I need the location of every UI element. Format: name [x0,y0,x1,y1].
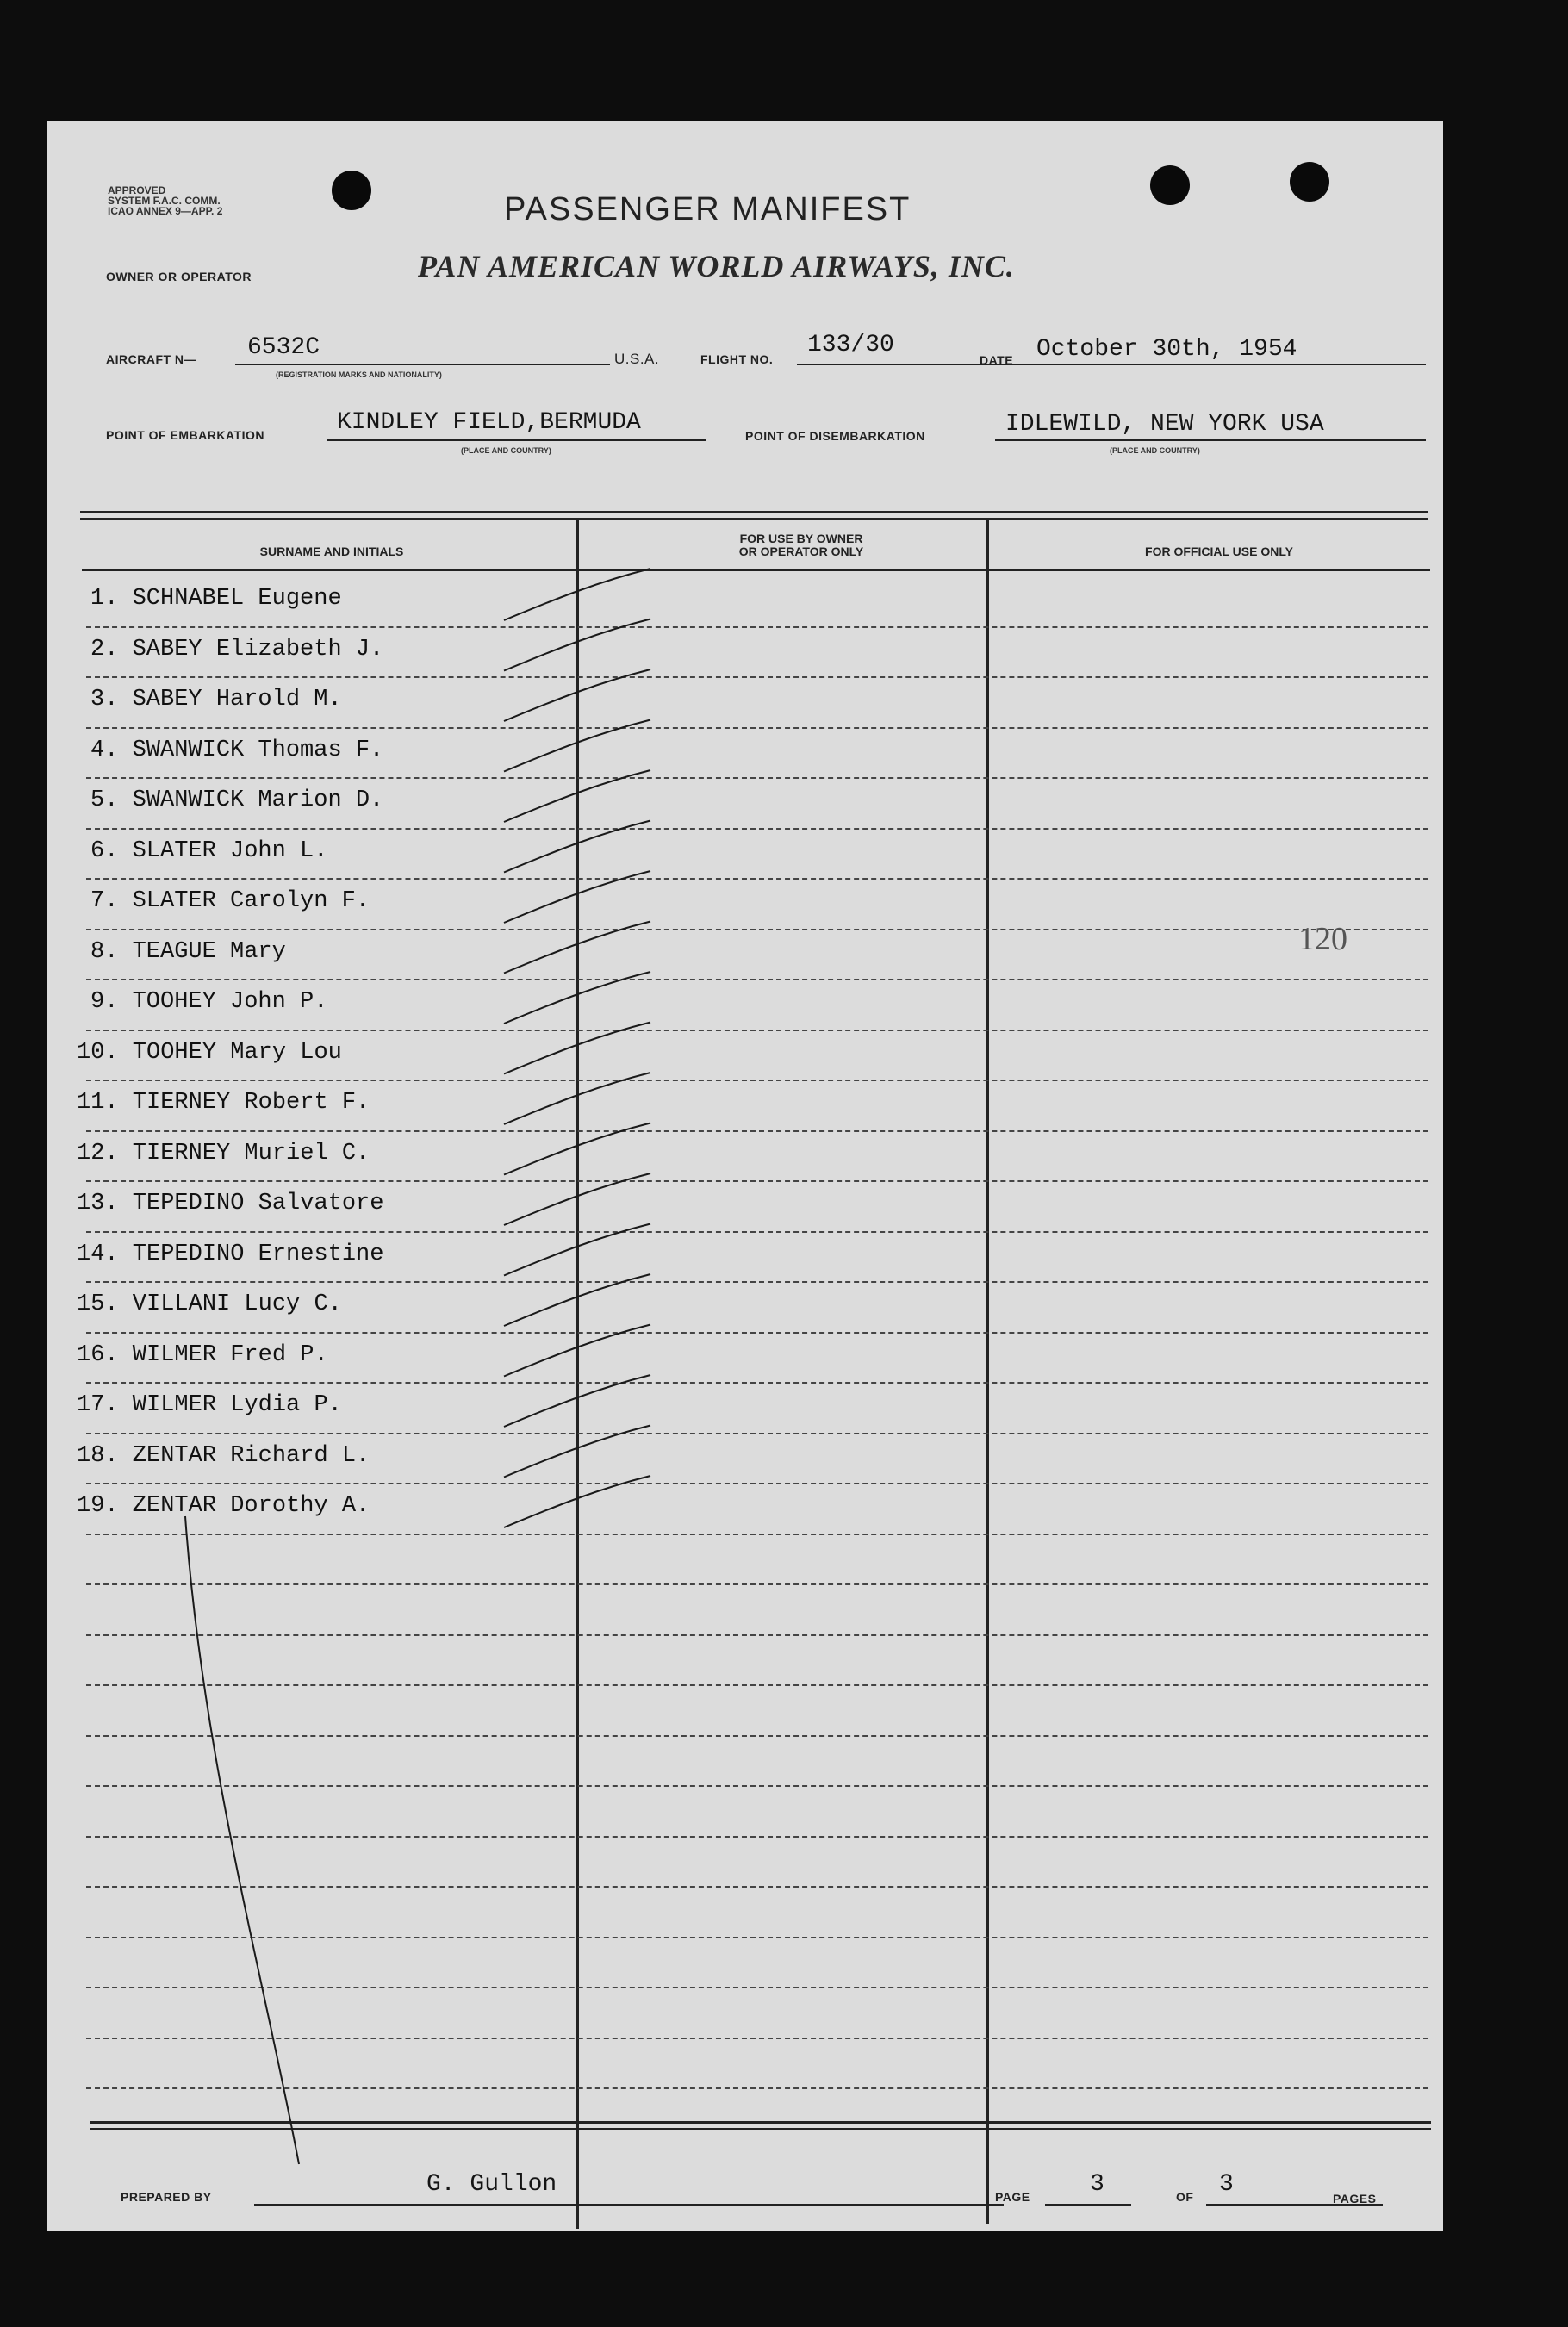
of-label: OF [1176,2190,1194,2204]
passenger-row-7: 7. SLATER Carolyn F. [90,888,370,914]
page-value: 3 [1090,2171,1104,2198]
embark-label: POINT OF EMBARKATION [106,428,264,442]
usa-label: U.S.A. [614,351,660,367]
disembark-label: POINT OF DISEMBARKATION [745,429,925,443]
prepared-value: G. Gullon [426,2171,557,2198]
official-note: 120 [1298,921,1347,957]
flight-value: 133/30 [807,332,894,358]
prepared-rule [254,2204,1004,2206]
registration-note: (REGISTRATION MARKS AND NATIONALITY) [276,370,442,379]
checkmark-11 [504,1073,650,1124]
passenger-row-3: 3. SABEY Harold M. [90,687,342,712]
col-header-owner-line1: FOR USE BY OWNER [739,532,863,545]
checkmark-10 [504,1023,650,1074]
passenger-row-9: 9. TOOHEY John P. [90,989,328,1015]
flight-label: FLIGHT NO. [700,352,774,366]
page-rule [1045,2204,1131,2206]
passenger-row-13: 13. TEPEDINO Salvatore [77,1191,384,1216]
passenger-row-11: 11. TIERNEY Robert F. [77,1090,370,1116]
disembark-value: IDLEWILD, NEW YORK USA [1005,411,1324,438]
embark-note: (PLACE AND COUNTRY) [461,446,551,455]
checkmark-16 [504,1325,650,1377]
owner-label: OWNER OR OPERATOR [106,270,252,283]
manifest-page [47,121,1443,2231]
checkmark-4 [504,720,650,772]
passenger-row-5: 5. SWANWICK Marion D. [90,787,384,813]
checkmark-7 [504,871,650,923]
passenger-row-15: 15. VILLANI Lucy C. [77,1291,342,1317]
embark-value: KINDLEY FIELD,BERMUDA [337,409,641,436]
handwritten-bracket-line [185,1516,299,2164]
checkmark-15 [504,1274,650,1326]
col-header-surname: SURNAME AND INITIALS [259,544,404,558]
checkmark-18 [504,1426,650,1478]
approval-line-1: APPROVED [108,184,166,196]
approval-line-2: SYSTEM F.A.C. COMM. [108,195,221,207]
aircraft-value: 6532C [247,334,320,361]
disembark-note: (PLACE AND COUNTRY) [1110,446,1200,455]
date-value: October 30th, 1954 [1036,336,1297,363]
pages-label: PAGES [1333,2192,1377,2206]
passenger-row-4: 4. SWANWICK Thomas F. [90,737,384,763]
checkmark-12 [504,1123,650,1175]
passenger-row-8: 8. TEAGUE Mary [90,938,286,965]
handwritten-checkmarks [47,121,1443,2231]
checkmark-17 [504,1375,650,1427]
checkmark-8 [504,922,650,974]
passenger-row-16: 16. WILMER Fred P. [77,1341,328,1368]
approval-line-3: ICAO ANNEX 9—APP. 2 [108,205,223,217]
passenger-row-18: 18. ZENTAR Richard L. [77,1442,370,1469]
date-label: DATE [980,353,1014,367]
passenger-row-6: 6. SLATER John L. [90,837,328,864]
checkmark-19 [504,1476,650,1527]
passenger-row-2: 2. SABEY Elizabeth J. [90,636,384,663]
passenger-row-17: 17. WILMER Lydia P. [77,1392,342,1418]
col-header-owner-line2: OR OPERATOR ONLY [738,544,864,558]
col-header-official: FOR OFFICIAL USE ONLY [1145,544,1293,558]
form-title: PASSENGER MANIFEST [504,191,912,227]
prepared-label: PREPARED BY [121,2190,212,2204]
aircraft-label: AIRCRAFT N— [106,352,197,366]
checkmark-5 [504,770,650,822]
checkmark-3 [504,669,650,721]
checkmark-9 [504,972,650,1024]
passenger-row-12: 12. TIERNEY Muriel C. [77,1140,370,1167]
checkmark-13 [504,1173,650,1225]
checkmark-2 [504,619,650,671]
passenger-row-10: 10. TOOHEY Mary Lou [77,1039,342,1066]
passenger-row-14: 14. TEPEDINO Ernestine [77,1241,384,1267]
owner-value: PAN AMERICAN WORLD AIRWAYS, INC. [418,249,1015,283]
page-label: PAGE [995,2190,1030,2204]
checkmark-1 [504,569,650,620]
passenger-row-1: 1. SCHNABEL Eugene [90,586,342,612]
passenger-row-19: 19. ZENTAR Dorothy A. [77,1493,370,1519]
checkmark-6 [504,821,650,873]
checkmark-14 [504,1224,650,1276]
of-value: 3 [1219,2171,1234,2198]
